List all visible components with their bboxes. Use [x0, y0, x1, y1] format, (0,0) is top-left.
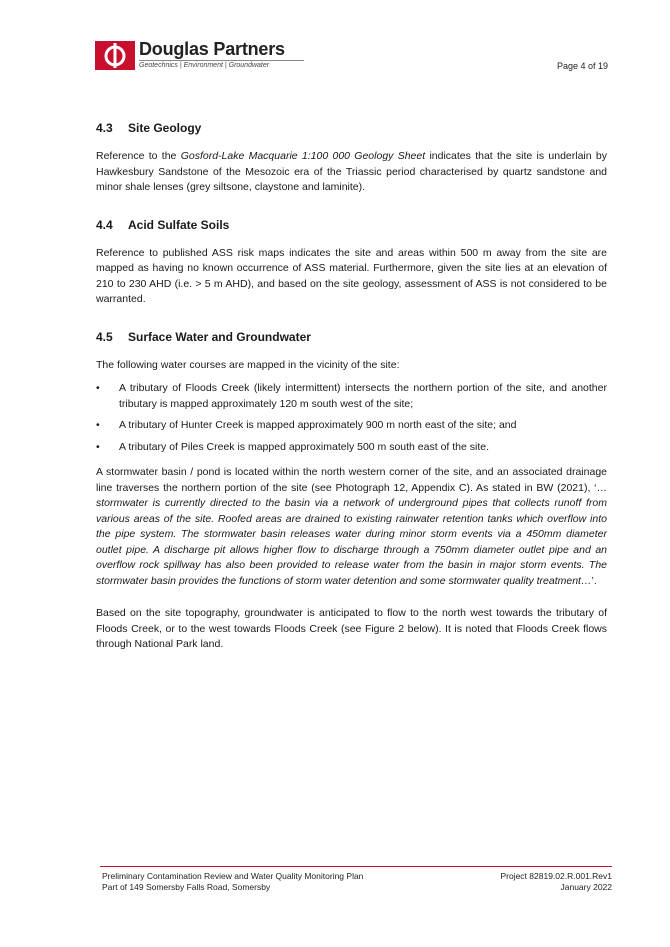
section-surface-water-groundwater: [96, 329, 607, 653]
company-logo: [95, 41, 310, 71]
section-number: 4.4: [96, 217, 113, 232]
list-item-text: A tributary of Hunter Creek is mapped approximately 900 m north east of the site; and: [119, 419, 517, 431]
footer-right: [500, 871, 612, 893]
text-run: A stormwater basin / pond is located within the north western corner of the site, and an associated drainage line traverses the northern portion of the site (see Photograph 12, Appendix C). As stated in BW (2021), ‘…: [96, 466, 607, 494]
text-run: ’.: [591, 574, 597, 587]
bullet-icon: •: [96, 440, 100, 453]
list-item-text: A tributary of Floods Creek (likely intermittent) intersects the northern portion of the site, and another tributary is mapped approximately 120 m south west of the site;: [119, 382, 607, 410]
section-heading: [96, 120, 607, 136]
page-number: Page 4 of 19: [556, 61, 608, 71]
document-body: [96, 120, 607, 674]
bullet-icon: •: [96, 419, 100, 431]
text-run: Reference to the: [96, 150, 181, 162]
footer-date: January 2022: [560, 882, 612, 892]
water-course-list: [96, 381, 607, 455]
footer-left: [102, 871, 363, 893]
list-item: [96, 381, 607, 412]
paragraph: Based on the site topography, groundwater is anticipated to flow to the north west towards the tributary of Floods Creek, or to the west towards Floods Creek (see Figure 2 below). It is noted that Floods Creek flows through National Park land.: [96, 607, 607, 650]
paragraph: [96, 465, 607, 589]
section-title: Surface Water and Groundwater: [128, 329, 311, 344]
footer-site-address: Part of 149 Somersby Falls Road, Somersby: [102, 882, 271, 892]
bullet-icon: •: [96, 382, 100, 394]
section-title: Site Geology: [128, 121, 202, 135]
section-heading: [96, 217, 607, 233]
section-acid-sulfate-soils: [96, 217, 607, 308]
bw-quote: stormwater is currently directed to the basin via a network of underground pipes that collects runoff from various areas of the site. Roofed areas are drained to existing rainwater retention tanks which overflow into the pipe system. The stormwater basin releases water during minor storm events via a 450mm diameter outlet pipe. A discharge pit allows higher flow to discharge through a 750mm diameter outlet pipe and an overflow rock spillway has also been provided to release water from the basin in major storm events. The stormwater basin provides the functions of storm water detention and some stormwater quality treatment…: [96, 497, 607, 587]
paragraph: Reference to published ASS risk maps indicates the site and areas within 500 m away from the site are mapped as having no known occurrence of ASS material. Furthermore, given the site lies at an elevation of 210 to 230 AHD (i.e. > 5 m AHD), and based on the site geology, assessment of ASS is not considered to be warranted.: [96, 246, 607, 305]
list-item-text: A tributary of Piles Creek is mapped approximately 500 m south east of the site.: [119, 440, 490, 453]
footer-divider: [100, 866, 612, 867]
douglas-partners-logo-icon: [95, 41, 135, 70]
brand-name: Douglas Partners: [139, 39, 285, 59]
text-run: indicates that the site is underlain by Hawkesbury Sandstone of the Mesozoic era of the Triassic period characterised by quartz sandstone and minor shale lenses (grey siltsone, claystone and laminite).: [96, 150, 607, 193]
footer-project-number: Project 82819.02.R.001.Rev1: [500, 871, 612, 881]
paragraph: [96, 149, 607, 196]
brand-tagline: Geotechnics | Environment | Groundwater: [139, 60, 304, 69]
footer-report-title: Preliminary Contamination Review and Water Quality Monitoring Plan: [102, 871, 364, 881]
section-heading: [96, 329, 607, 345]
list-item: [96, 418, 607, 434]
paragraph: The following water courses are mapped in the vicinity of the site:: [96, 358, 400, 371]
geology-sheet-reference: Gosford-Lake Macquarie 1:100 000 Geology Sheet: [180, 150, 426, 162]
section-title: Acid Sulfate Soils: [128, 217, 230, 232]
list-item: [96, 440, 607, 456]
section-site-geology: [96, 120, 607, 196]
section-number: 4.5: [96, 329, 113, 344]
section-number: 4.3: [96, 121, 113, 135]
